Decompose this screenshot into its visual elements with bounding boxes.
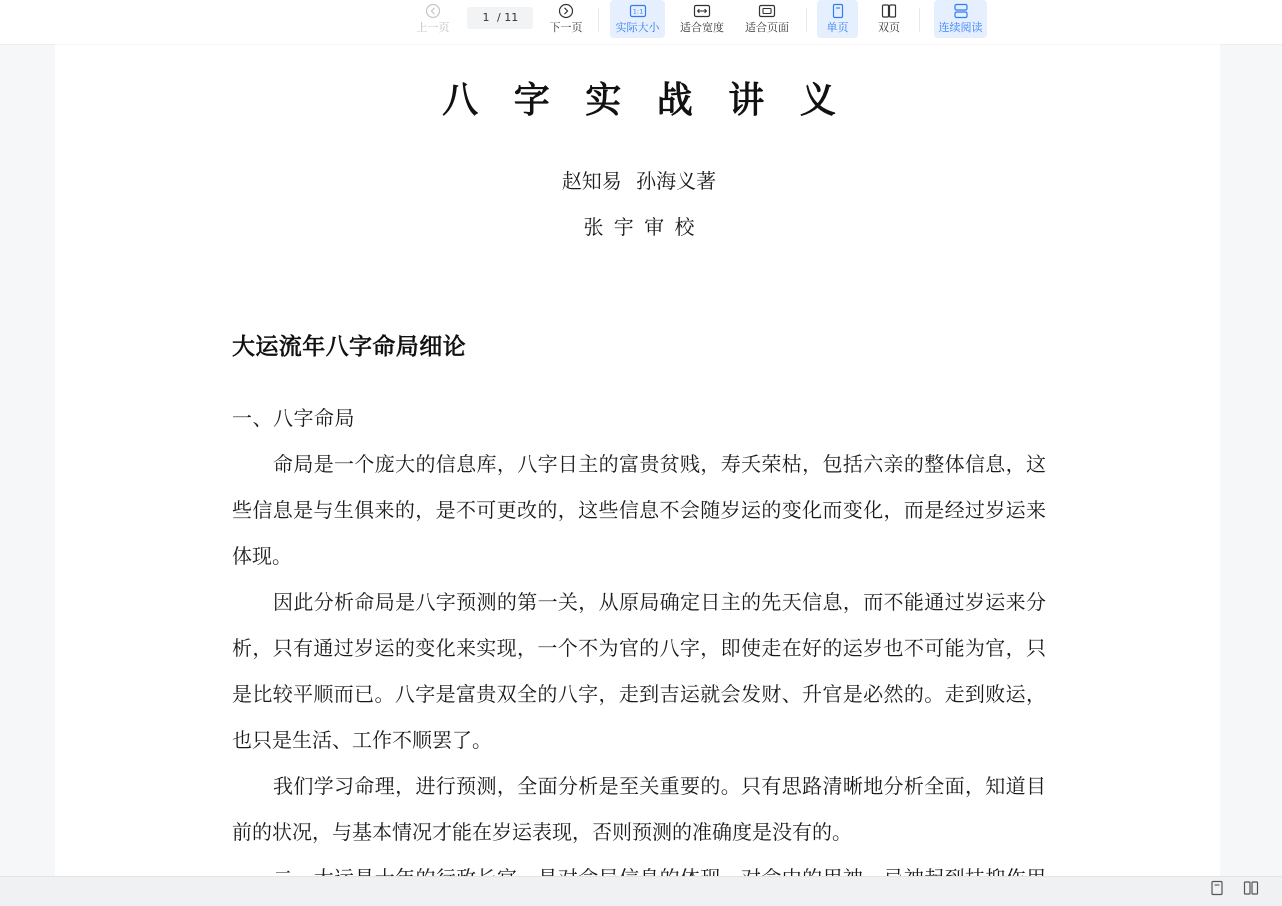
document-title: 八 字 实 战 讲 义 <box>442 79 836 121</box>
circle-chevron-left-icon <box>424 3 442 19</box>
paragraph <box>232 763 1046 855</box>
circle-chevron-right-icon <box>557 3 575 19</box>
paragraph-line: 些信息是与生俱来的，是不可更改的，这些信息不会随岁运的变化而变化，而是经过岁运来 <box>232 498 1046 522</box>
double-page-icon <box>880 3 898 19</box>
document-page <box>55 44 1220 906</box>
single-page-button[interactable] <box>817 0 858 38</box>
single-page-view-button[interactable] <box>1209 880 1225 896</box>
continuous-reading-button[interactable] <box>934 0 987 38</box>
single-page-icon <box>829 3 847 19</box>
paragraph-line: 是比较平顺而已。八字是富贵双全的八字，走到吉运就会发财、升官是必然的。走到败运， <box>232 682 1046 706</box>
toolbar-divider <box>806 8 807 32</box>
status-bar <box>0 876 1282 906</box>
page-total: / 11 <box>497 11 519 24</box>
actual-size-icon-text: 1:1 <box>632 7 643 16</box>
fit-width-button[interactable] <box>680 0 724 38</box>
paragraph-line: 体现。 <box>232 544 292 568</box>
double-page-view-button[interactable] <box>1243 880 1259 896</box>
prev-page-button[interactable] <box>411 0 455 38</box>
fit-width-icon <box>693 3 711 19</box>
prev-page-label: 上一页 <box>416 21 450 34</box>
paragraph <box>232 579 1046 763</box>
toolbar-divider <box>919 8 920 32</box>
double-page-view-icon <box>1243 880 1259 896</box>
fit-page-icon <box>758 3 776 19</box>
page-number-input[interactable] <box>473 7 499 29</box>
double-page-button[interactable] <box>867 0 911 38</box>
paragraph-line: 我们学习命理，进行预测，全面分析是至关重要的。只有思路清晰地分析全面，知道目 <box>273 774 1046 798</box>
paragraph-line: 也只是生活、工作不顺罢了。 <box>232 728 492 752</box>
paragraph-line: 前的状况，与基本情况才能在岁运表现，否则预测的准确度是没有的。 <box>232 820 852 844</box>
document-authors: 赵知易 孙海义著 <box>561 169 717 193</box>
single-page-label: 单页 <box>826 21 849 34</box>
page-number-box <box>467 7 533 29</box>
fit-page-button[interactable] <box>745 0 789 38</box>
fit-page-label: 适合页面 <box>745 21 789 34</box>
single-page-view-icon <box>1209 880 1225 896</box>
double-page-label: 双页 <box>878 21 900 34</box>
paragraph <box>232 441 1046 579</box>
reader-toolbar <box>0 0 1282 44</box>
actual-size-button[interactable] <box>610 0 665 38</box>
next-page-label: 下一页 <box>549 21 583 34</box>
document-reviewer: 张 宇 审 校 <box>583 215 695 239</box>
next-page-button[interactable] <box>544 0 588 38</box>
paragraph-line: 因此分析命局是八字预测的第一关，从原局确定日主的先天信息，而不能通过岁运来分 <box>273 590 1046 614</box>
paragraph-line: 析，只有通过岁运的变化来实现，一个不为官的八字，即使走在好的运岁也不可能为官，只 <box>232 636 1046 660</box>
continuous-scroll-icon <box>952 3 970 19</box>
paragraph-line: 命局是一个庞大的信息库，八字日主的富贵贫贱，寿夭荣枯，包括六亲的整体信息，这 <box>273 452 1046 476</box>
fit-width-label: 适合宽度 <box>680 21 724 34</box>
section-heading: 大运流年八字命局细论 <box>232 333 466 360</box>
toolbar-divider <box>598 8 599 32</box>
subsection-heading: 一、八字命局 <box>232 406 355 430</box>
actual-size-icon <box>629 3 647 19</box>
actual-size-label: 实际大小 <box>615 21 660 34</box>
document-content <box>232 44 1046 901</box>
continuous-reading-label: 连续阅读 <box>938 21 983 34</box>
